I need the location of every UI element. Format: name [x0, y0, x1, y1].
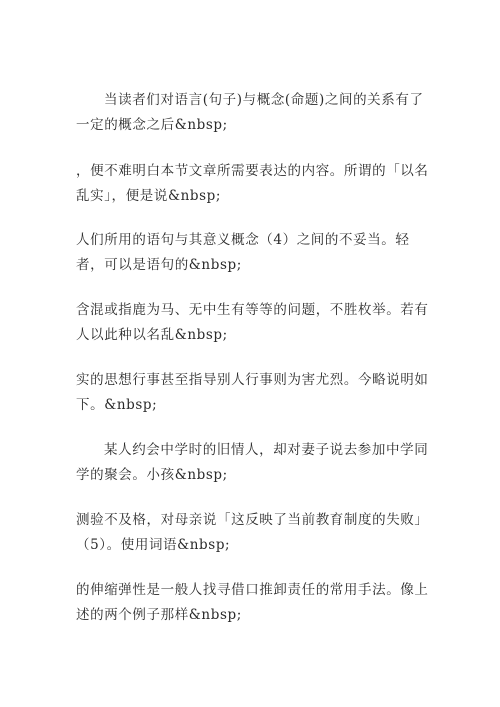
- paragraph-2: ，便不难明白本节文章所需要表达的内容。所谓的「以名乱实」，便是说&nbsp;: [76, 163, 429, 204]
- paragraph-5: 实的思想行事甚至指导别人行事则为害尤烈。今略说明如下。&nbsp;: [76, 372, 429, 413]
- paragraph-7: 测验不及格，对母亲说「这反映了当前教育制度的失败」（5）。使用词语&nbsp;: [76, 512, 429, 553]
- paragraph-4: 含混或指鹿为马、无中生有等等的问题，不胜枚举。若有人以此种以名乱&nbsp;: [76, 302, 429, 343]
- paragraph-6: 某人约会中学时的旧情人，却对妻子说去参加中学同学的聚会。小孩&nbsp;: [76, 442, 429, 483]
- paragraph-3: 人们所用的语句与其意义概念（4）之间的不妥当。轻者，可以是语句的&nbsp;: [76, 232, 410, 273]
- paragraph-1: 当读者们对语言(句子)与概念(命题)之间的关系有了一定的概念之后&nbsp;: [76, 92, 424, 133]
- paragraph-8: 的伸缩弹性是一般人找寻借口推卸责任的常用手法。像上述的两个例子那样&nbsp;: [76, 582, 429, 623]
